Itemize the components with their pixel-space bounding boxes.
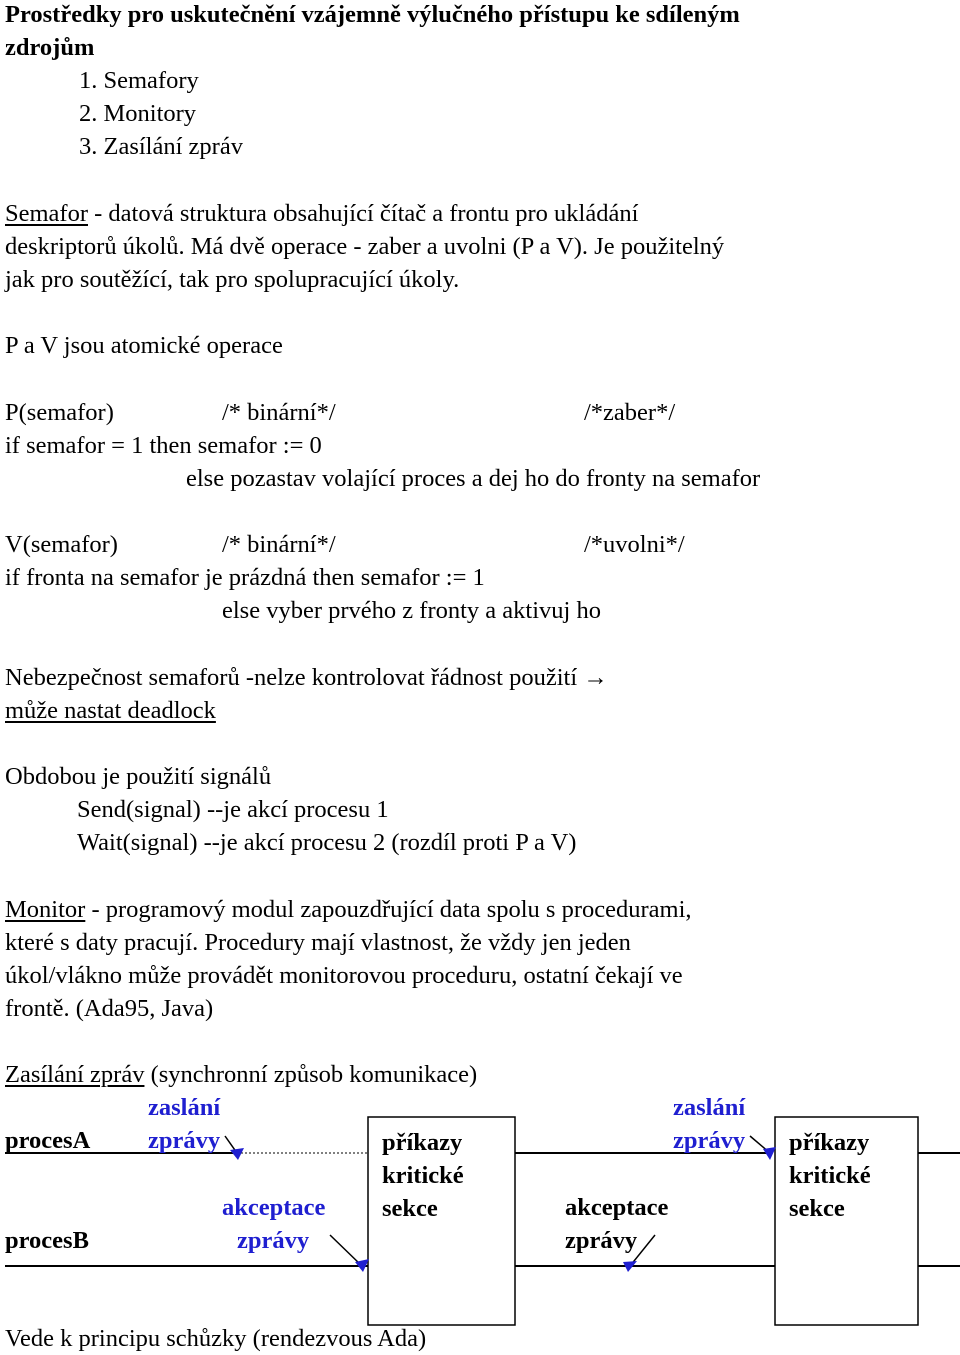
v-op-line-2: else vyber prvého z fronty a aktivuj ho [222,597,601,624]
critical-2-line-1: příkazy [789,1129,870,1156]
signals-send: Send(signal) --je akcí procesu 1 [77,796,389,823]
critical-1-line-1: příkazy [382,1129,463,1156]
accept-label-2-line-2: zprávy [565,1227,638,1254]
semafor-term: Semafor [5,200,88,227]
procesB-label: procesB [5,1227,89,1254]
send-label-2-line-1: zaslání [673,1094,746,1121]
signals-head: Obdobou je použití signálů [5,763,272,790]
signals-wait: Wait(signal) --je akcí procesu 2 (rozdíl proti P a V) [77,829,577,856]
p-op-comment-binary: /* binární*/ [222,399,336,426]
list-item: 1. Semafory [79,67,199,94]
send-label-1-line-1: zaslání [148,1094,221,1121]
accept-arrow-1 [330,1235,362,1266]
accept-label-1-line-1: akceptace [222,1194,326,1221]
v-op-comment-binary: /* binární*/ [222,531,336,558]
list-item: 3. Zasílání zpráv [79,133,243,160]
semafor-line-3: jak pro soutěžící, tak pro spolupracující úkoly. [5,266,460,293]
critical-2-line-2: kritické [789,1162,871,1189]
monitor-line-3: úkol/vlákno může provádět monitorovou proceduru, ostatní čekají ve [5,962,683,989]
semafor-line-2: deskriptorů úkolů. Má dvě operace - zaber a uvolni (P a V). Je použitelný [5,233,725,260]
send-label-1-line-2: zprávy [148,1127,221,1154]
p-op-line-1: if semafor = 1 then semafor := 0 [5,432,322,459]
semafor-line-1-rest: - datová struktura obsahující čítač a frontu pro ukládání [88,200,639,227]
p-op-head: P(semafor) [5,399,114,426]
monitor-term: Monitor [5,896,86,923]
messages-term: Zasílání zpráv [5,1061,145,1088]
p-op-comment-zaber: /*zaber*/ [584,399,676,426]
critical-1-line-3: sekce [382,1195,438,1222]
send-label-2-line-2: zprávy [673,1127,746,1154]
procesA-label: procesA [5,1127,91,1154]
danger-line-2: může nastat deadlock [5,697,216,724]
v-op-head: V(semafor) [5,531,118,558]
footer-note: Vede k principu schůzky (rendezvous Ada) [5,1325,427,1352]
v-op-comment-uvolni: /*uvolni*/ [584,531,685,558]
atomic-note: P a V jsou atomické operace [5,332,283,359]
intro-line-1: Prostředky pro uskutečnění vzájemně výlučného přístupu ke sdíleným [5,1,740,28]
p-op-line-2: else pozastav volající proces a dej ho do fronty na semafor [186,465,761,492]
danger-line-1: Nebezpečnost semaforů -nelze kontrolovat řádnost použití → [5,664,608,691]
monitor-line-2: které s daty pracují. Procedury mají vlastnost, že vždy jen jeden [5,929,631,956]
accept-label-2-line-1: akceptace [565,1194,669,1221]
monitor-line-4: frontě. (Ada95, Java) [5,995,214,1022]
accept-label-1-line-2: zprávy [237,1227,310,1254]
critical-1-line-2: kritické [382,1162,464,1189]
intro-line-2: zdrojům [5,34,95,61]
messages-rest: (synchronní způsob komunikace) [144,1061,478,1088]
list-item: 2. Monitory [79,100,197,127]
v-op-line-1: if fronta na semafor je prázdná then semafor := 1 [5,564,485,591]
monitor-line-1-rest: - programový modul zapouzdřující data spolu s procedurami, [85,896,692,923]
critical-2-line-3: sekce [789,1195,845,1222]
